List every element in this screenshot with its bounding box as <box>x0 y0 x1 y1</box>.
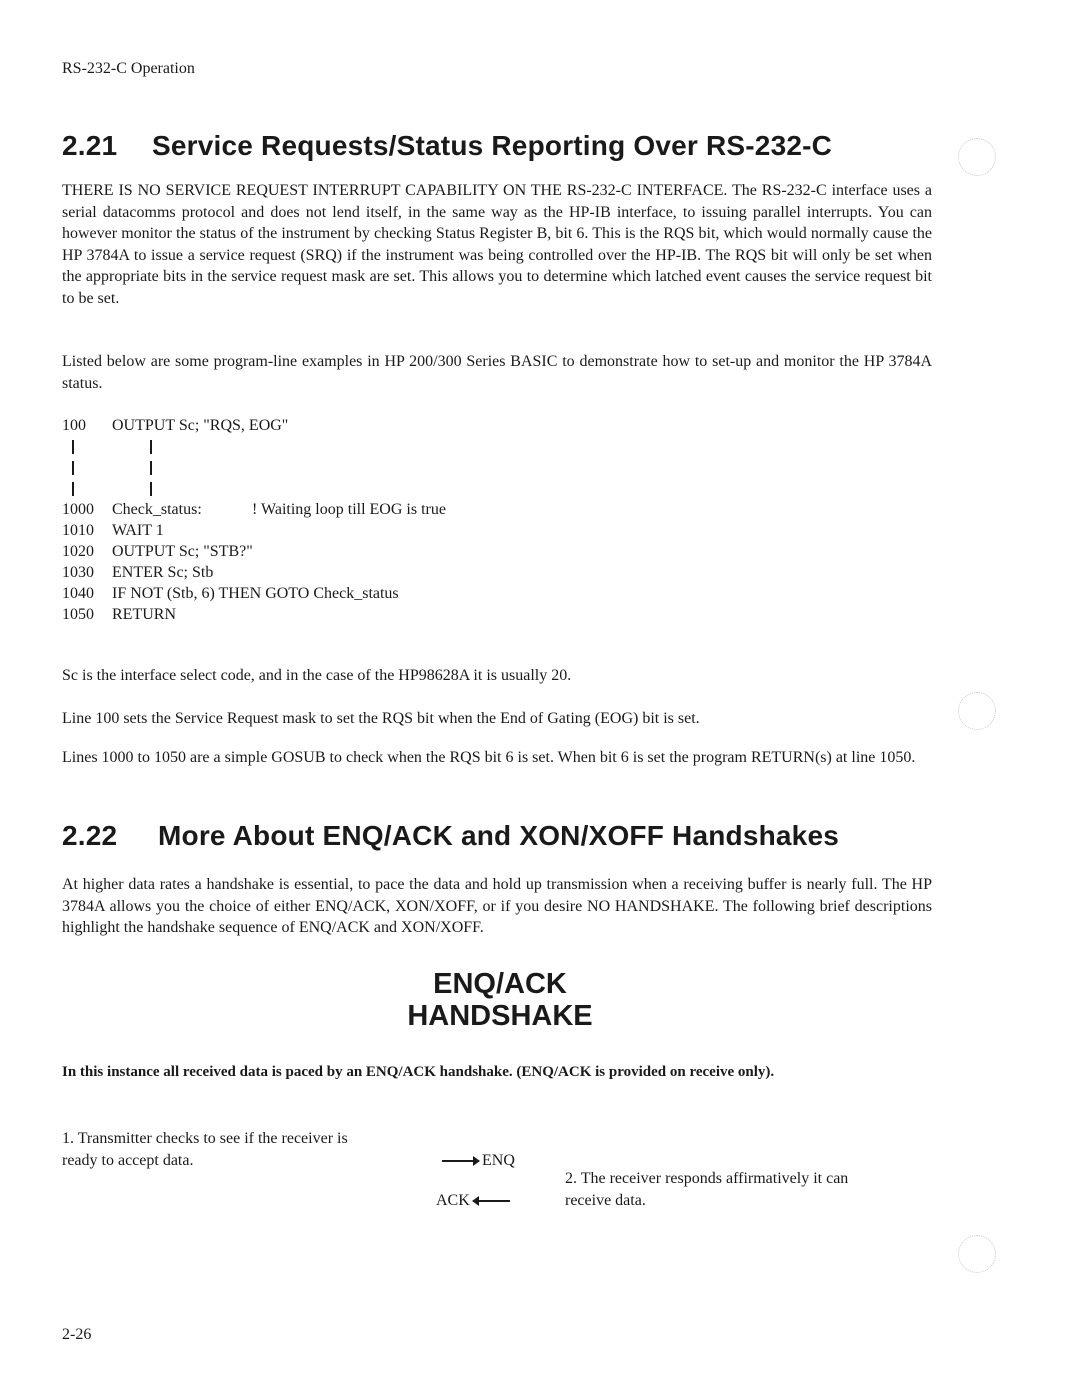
code-line-1030 <box>62 562 213 584</box>
punch-hole-mark <box>958 692 996 730</box>
step-1-line-1: 1. Transmitter checks to see if the receiver is <box>62 1130 348 1147</box>
continuation-bar <box>150 440 152 454</box>
section-2-21-heading <box>62 130 832 162</box>
line-number: 1030 <box>62 564 94 581</box>
enq-label: ENQ <box>482 1152 515 1169</box>
continuation-bar <box>150 461 152 475</box>
section-2-21-number: 2.21 <box>62 130 118 161</box>
enq-signal <box>442 1150 515 1172</box>
code-line-1010 <box>62 520 164 542</box>
lines-1000-1050-note: Lines 1000 to 1050 are a simple GOSUB to check when the RQS bit 6 is set. When bit 6 is set the program RETURN(s) at line 1050. <box>62 749 916 766</box>
code-line-1040 <box>62 583 399 605</box>
line-number: 1050 <box>62 606 94 623</box>
section-2-22-title: More About ENQ/ACK and XON/XOFF Handshakes <box>158 820 839 851</box>
line-text: OUTPUT Sc; "STB?" <box>112 543 253 560</box>
punch-hole-mark <box>958 1235 996 1273</box>
code-line-1020 <box>62 541 253 563</box>
line-number: 1010 <box>62 522 94 539</box>
line-text: IF NOT (Stb, 6) THEN GOTO Check_status <box>112 585 399 602</box>
line-text: OUTPUT Sc; "RQS, EOG" <box>112 417 289 434</box>
line-number: 100 <box>62 417 86 434</box>
right-arrow-icon <box>442 1160 478 1162</box>
code-line-1000 <box>62 499 446 521</box>
continuation-bar <box>72 461 74 475</box>
subtitle-line-2: HANDSHAKE <box>407 1000 593 1032</box>
continuation-bar <box>72 440 74 454</box>
line-comment: ! Waiting loop till EOG is true <box>252 501 446 518</box>
enq-ack-handshake-subtitle <box>340 968 660 1032</box>
line-number: 1040 <box>62 585 94 602</box>
left-arrow-icon <box>474 1200 510 1202</box>
line-text: RETURN <box>112 606 176 623</box>
line-number: 1020 <box>62 543 94 560</box>
page-number: 2-26 <box>62 1326 92 1343</box>
step-2-line-2: receive data. <box>565 1192 646 1209</box>
section-2-22-heading <box>62 820 839 852</box>
line-text: ENTER Sc; Stb <box>112 564 214 581</box>
continuation-bar <box>150 482 152 496</box>
section-2-22-number: 2.22 <box>62 820 118 851</box>
code-line-100 <box>62 415 288 437</box>
step-2-line-1: 2. The receiver responds affirmatively it can <box>565 1170 849 1187</box>
line-text: WAIT 1 <box>112 522 164 539</box>
section-2-21-intro-paragraph: THERE IS NO SERVICE REQUEST INTERRUPT CAPABILITY ON THE RS-232-C INTERFACE. The RS-232-C interface uses a serial datacomms protocol and does not lend itself, in the same way as the HP-IB interface, to issuing parallel interrupts. You can however monitor the status of the instrument by checking Status Register B, bit 6. This is the RQS bit, which would normally cause the HP 3784A to issue a service request (SRQ) if the instrument was being controlled over the HP-IB. The RQS bit will only be set when the appropriate bits in the service request mask are set. This allows you to determine which latched event causes the service request bit to be set. <box>62 182 932 307</box>
subtitle-line-1: ENQ/ACK <box>433 968 567 1000</box>
enq-ack-bold-description: In this instance all received data is paced by an ENQ/ACK handshake. (ENQ/ACK is provided on receive only). <box>62 1064 775 1080</box>
ack-label: ACK <box>436 1192 470 1209</box>
section-2-22-intro-paragraph: At higher data rates a handshake is essential, to pace the data and hold up transmission when a receiving buffer is nearly full. The HP 3784A allows you the choice of either ENQ/ACK, XON/XOFF, or if you desire NO HANDSHAKE. The following brief descriptions highlight the handshake sequence of ENQ/ACK and XON/XOFF. <box>62 876 932 936</box>
section-2-21-title: Service Requests/Status Reporting Over RS-232-C <box>152 130 833 161</box>
line-100-note: Line 100 sets the Service Request mask to set the RQS bit when the End of Gating (EOG) bit is set. <box>62 710 700 727</box>
interface-select-code-note: Sc is the interface select code, and in the case of the HP98628A it is usually 20. <box>62 667 572 684</box>
line-number: 1000 <box>62 501 94 518</box>
step-1-line-2: ready to accept data. <box>62 1152 194 1169</box>
running-header: RS-232-C Operation <box>62 60 195 77</box>
section-2-21-listing-intro: Listed below are some program-line examples in HP 200/300 Series BASIC to demonstrate how to set-up and monitor the HP 3784A status. <box>62 353 932 392</box>
ack-signal <box>436 1190 510 1212</box>
code-line-1050 <box>62 604 176 626</box>
line-text: Check_status: <box>112 501 202 518</box>
punch-hole-mark <box>958 138 996 176</box>
continuation-bar <box>72 482 74 496</box>
